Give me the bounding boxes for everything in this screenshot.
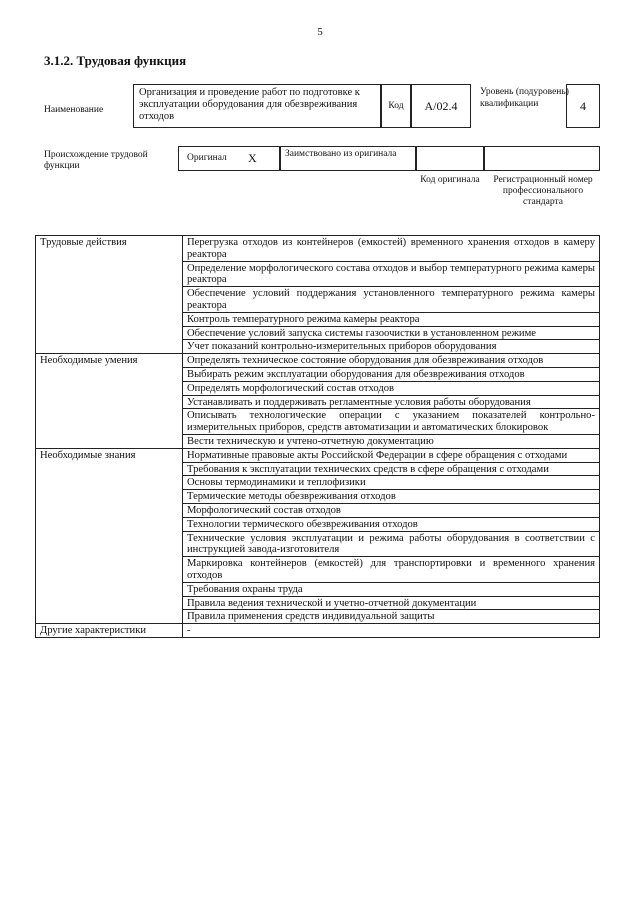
list-item: Перегрузка отходов из контейнеров (емкостей) временного хранения отходов в камеру реактора <box>183 236 600 262</box>
function-name-field: Организация и проведение работ по подготовке к эксплуатации оборудования для обезвреживания отходов <box>133 84 381 128</box>
function-details-table <box>35 235 600 638</box>
borrowed-label: Заимствовано из оригинала <box>280 146 416 171</box>
page-number: 5 <box>317 26 323 38</box>
list-item: Устанавливать и поддерживать регламентные условия работы оборудования <box>183 395 600 409</box>
list-item: Контроль температурного режима камеры реактора <box>183 312 600 326</box>
list-item: Правила ведения технической и учетно-отчетной документации <box>183 596 600 610</box>
list-item: Технологии термического обезвреживания отходов <box>183 517 600 531</box>
original-label: Оригинал <box>187 153 227 163</box>
section-heading: Другие характеристики <box>36 624 183 638</box>
list-item: Выбирать режим эксплуатации оборудования для обезвреживания отходов <box>183 367 600 381</box>
section-title: 3.1.2. Трудовая функция <box>44 53 187 68</box>
level-label: Уровень (подуровень) квалификации <box>480 87 569 109</box>
list-item: Термические методы обезвреживания отходов <box>183 490 600 504</box>
list-item: Определение морфологического состава отходов и выбор температурного режима камеры реактора <box>183 261 600 287</box>
table-row <box>36 448 600 462</box>
list-item: Технические условия эксплуатации и режима работы оборудования в соответствии с инструкцией завода-изготовителя <box>183 531 600 557</box>
list-item: Нормативные правовые акты Российской Федерации в сфере обращения с отходами <box>183 448 600 462</box>
list-item: Определять техническое состояние оборудования для обезвреживания отходов <box>183 354 600 368</box>
list-item: Учет показаний контрольно-измерительных приборов оборудования <box>183 340 600 354</box>
list-item: Обеспечение условий запуска системы газоочистки в установленном режиме <box>183 326 600 340</box>
list-item: Обеспечение условий поддержания установленного температурного режима камеры реактора <box>183 287 600 313</box>
list-item: Правила применения средств индивидуальной защиты <box>183 610 600 624</box>
list-item: - <box>183 624 600 638</box>
table-row <box>36 624 600 638</box>
function-details-body <box>36 236 600 638</box>
registration-number-cell <box>484 146 600 171</box>
list-item: Определять морфологический состав отходов <box>183 381 600 395</box>
section-heading: Необходимые знания <box>36 448 183 623</box>
table-row <box>36 236 600 262</box>
level-value: 4 <box>566 84 600 128</box>
section-heading: Необходимые умения <box>36 354 183 449</box>
list-item: Описывать технологические операции с указанием показателей контрольно-измерительных приборов, средств автоматизации и автоматических блокировок <box>183 409 600 435</box>
original-code-cell <box>416 146 484 171</box>
code-caption: Код оригинала <box>420 175 480 185</box>
registration-caption: Регистрационный номер профессионального стандарта <box>493 175 593 207</box>
list-item: Требования к эксплуатации технических средств в сфере обращения с отходами <box>183 462 600 476</box>
code-value: A/02.4 <box>411 84 471 128</box>
name-label: Наименование <box>44 105 104 115</box>
list-item: Морфологический состав отходов <box>183 503 600 517</box>
origin-label: Происхождение трудовой функции <box>44 150 148 171</box>
section-heading: Трудовые действия <box>36 236 183 354</box>
list-item: Маркировка контейнеров (емкостей) для транспортировки и временного хранения отходов <box>183 557 600 583</box>
table-row <box>36 354 600 368</box>
list-item: Основы термодинамики и теплофизики <box>183 476 600 490</box>
list-item: Требования охраны труда <box>183 582 600 596</box>
code-label: Код <box>381 84 411 128</box>
list-item: Вести техническую и учтено-отчетную документацию <box>183 434 600 448</box>
original-mark: X <box>248 151 257 165</box>
